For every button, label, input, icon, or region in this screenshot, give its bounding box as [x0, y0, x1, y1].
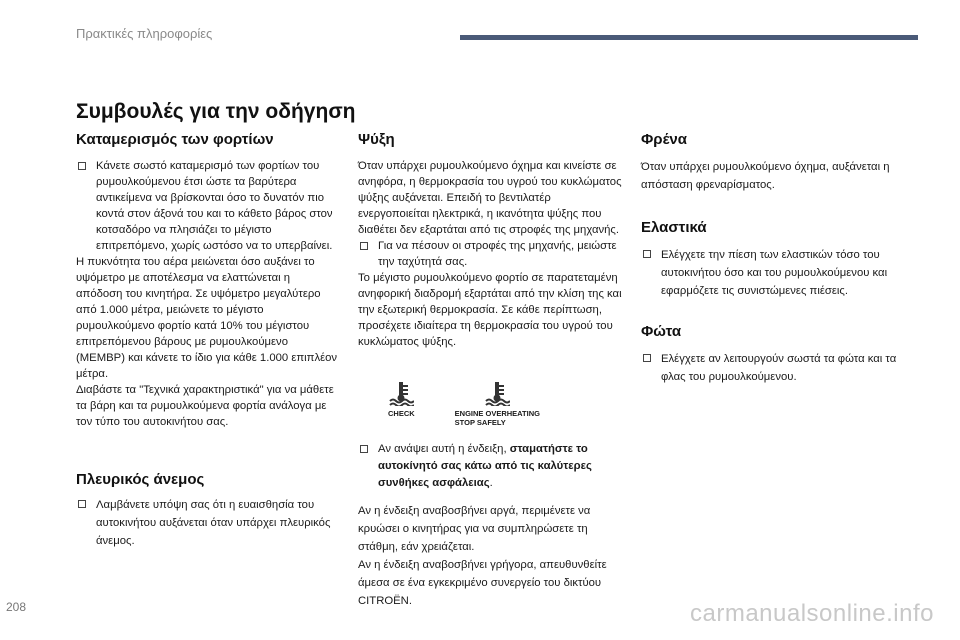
- lights-bullet: Ελέγχετε αν λειτουργούν σωστά τα φώτα και τα φλας του ρυμουλκούμενου.: [641, 350, 911, 386]
- fast-blink-paragraph: Αν η ένδειξη αναβοσβήνει γρήγορα, απευθυνθείτε άμεσα σε ένα εγκεκριμένο συνεργείο του δικτύου CITROËN.: [358, 559, 607, 607]
- warning-bullet-bold: σταματήστε το αυτοκίνητό σας κάτω από τις καλύτερες συνθήκες ασφάλειας: [378, 443, 592, 489]
- warning-bullet: [358, 441, 624, 492]
- loading-bullet: Κάνετε σωστό καταμερισμό των φορτίων του ρυμουλκούμενου έτσι ώστε τα βαρύτερα αντικείμενα να βρίσκονται όσο το δυνατόν πιο κοντά στον άξονά του και το κάθετο βάρος στον κοτσαδόρο να πλησιάζει το μέγιστο επιτρεπόμενο, χωρίς ωστόσο να το υπερβαίνει.: [76, 158, 338, 254]
- middle-column: [358, 132, 624, 610]
- tyres-heading: Ελαστικά: [641, 219, 707, 236]
- page-number: 208: [6, 600, 27, 614]
- crosswind-bullet: Λαμβάνετε υπόψη σας ότι η ευαισθησία του αυτοκινήτου αυξάνεται όταν υπάρχει πλευρικός άνεμος.: [76, 496, 338, 550]
- loading-heading: Καταμερισμός των φορτίων: [76, 131, 274, 148]
- slow-blink-paragraph: Αν η ένδειξη αναβοσβήνει αργά, περιμένετε να κρυώσει ο κινητήρας για να συμπληρώσετε τη στάθμη, εάν χρειάζεται.: [358, 505, 591, 553]
- left-column: [76, 132, 338, 550]
- watermark: carmanualsonline.info: [690, 600, 934, 627]
- page-title: Συμβουλές για την οδήγηση: [76, 100, 356, 123]
- specs-paragraph: Διαβάστε τα "Τεχνικά χαρακτηριστικά" για να μάθετε τα βάρη και τα ρυμουλκούμενα φορτία ανάλογα με τον τύπο του αυτοκινήτου σας.: [76, 384, 334, 428]
- lights-heading: Φώτα: [641, 323, 682, 340]
- coolant-temperature-icon: [388, 380, 414, 406]
- crosswind-heading: Πλευρικός άνεμος: [76, 471, 205, 488]
- header-bar: [460, 35, 918, 40]
- cooling-paragraph-2: Το μέγιστο ρυμουλκούμενο φορτίο σε παρατεταμένη ανηφορική διαδρομή εξαρτάται από την κλίση της και την εξωτερική θερμοκρασία. Σε κάθε περίπτωση, προσέχετε ιδιαίτερα τη θερμοκρασία του υγρού του κυκλώματος ψύξης.: [358, 272, 622, 348]
- header-section-title: Πρακτικές πληροφορίες: [76, 26, 213, 41]
- overheating-label-line-1: ENGINE OVERHEATING: [454, 409, 540, 418]
- warning-bullet-pre: Αν ανάψει αυτή η ένδειξη,: [378, 443, 510, 455]
- warning-lamps: [388, 380, 624, 427]
- cooling-heading: Ψύξη: [358, 131, 395, 148]
- overheating-label-line-2: STOP SAFELY: [454, 418, 506, 427]
- right-column: [641, 132, 911, 386]
- warning-bullet-post: .: [489, 477, 493, 489]
- overheating-label: [455, 409, 540, 427]
- cooling-bullet-1: Για να πέσουν οι στροφές της μηχανής, μειώστε την ταχύτητά σας.: [358, 238, 624, 270]
- tyres-bullet: Ελέγχετε την πίεση των ελαστικών τόσο του αυτοκινήτου όσο και του ρυμουλκούμενου και εφαρμόζετε τις συνιστώμενες πιέσεις.: [641, 246, 911, 300]
- coolant-temperature-icon: [484, 380, 510, 406]
- cooling-paragraph-1: Όταν υπάρχει ρυμουλκούμενο όχημα και κινείστε σε ανηφόρα, η θερμοκρασία του υγρού του κυκλώματος ψύξης αυξάνεται. Επειδή το βεντιλατέρ ενεργοποιείται ηλεκτρικά, η ικανότητα ψύξης που διαθέτει δεν εξαρτάται από τις στροφές της μηχανής.: [358, 160, 622, 236]
- brakes-paragraph: Όταν υπάρχει ρυμουλκούμενο όχημα, αυξάνεται η απόσταση φρεναρίσματος.: [641, 161, 890, 191]
- engine-overheating-warning: [455, 380, 540, 427]
- altitude-paragraph: Η πυκνότητα του αέρα μειώνεται όσο αυξάνει το υψόμετρο με αποτέλεσμα να ελαττώνεται η απόδοση του κινητήρα. Σε υψόμετρο μεγαλύτερο από 1.000 μέτρα, μειώνετε το μέγιστο ρυμουλκούμενο φορτίο κατά 10% του μέγιστου επιτρεπόμενου βάρους με ρυμουλκούμενο (MEMBP) και κάνετε το ίδιο για κάθε 1.000 επιπλέον μέτρα.: [76, 256, 338, 380]
- brakes-heading: Φρένα: [641, 131, 687, 148]
- check-label: CHECK: [388, 409, 415, 418]
- coolant-check-warning: [388, 380, 415, 427]
